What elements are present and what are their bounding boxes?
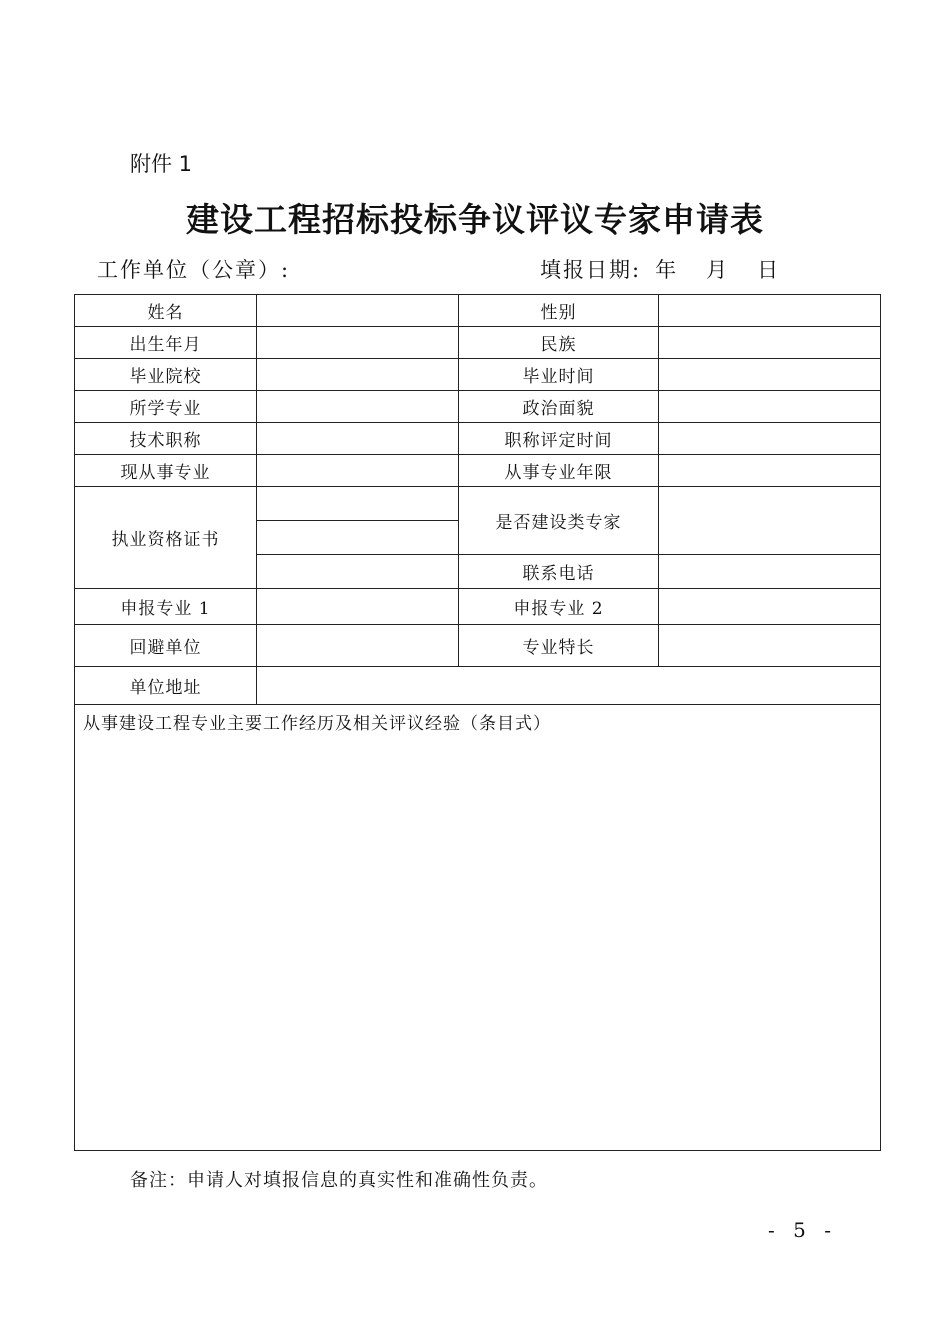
label-gender: 性别 — [459, 295, 659, 327]
label-apply-2: 申报专业 2 — [459, 589, 659, 625]
label-major: 所学专业 — [75, 391, 257, 423]
politics-field[interactable] — [659, 391, 881, 423]
label-ethnicity: 民族 — [459, 327, 659, 359]
fill-date-line — [540, 254, 780, 284]
label-address: 单位地址 — [75, 667, 257, 705]
current-major-field[interactable] — [257, 455, 459, 487]
label-is-expert: 是否建设类专家 — [459, 487, 659, 555]
label-title-time: 职称评定时间 — [459, 423, 659, 455]
day-label: 日 — [757, 258, 781, 282]
gender-field[interactable] — [659, 295, 881, 327]
apply-1-field[interactable] — [257, 589, 459, 625]
address-field[interactable] — [257, 667, 881, 705]
grad-time-field[interactable] — [659, 359, 881, 391]
major-field[interactable] — [257, 391, 459, 423]
ethnicity-field[interactable] — [659, 327, 881, 359]
name-field[interactable] — [257, 295, 459, 327]
label-politics: 政治面貌 — [459, 391, 659, 423]
title-field[interactable] — [257, 423, 459, 455]
birth-field[interactable] — [257, 327, 459, 359]
label-years: 从事专业年限 — [459, 455, 659, 487]
form-title: 建设工程招标投标争议评议专家申请表 — [186, 200, 764, 239]
work-unit-label: 工作单位（公章）: — [97, 258, 291, 282]
year-label: 年 — [655, 258, 679, 282]
school-field[interactable] — [257, 359, 459, 391]
label-specialty: 专业特长 — [459, 625, 659, 667]
label-current-major: 现从事专业 — [75, 455, 257, 487]
certificate-field-1[interactable] — [257, 487, 459, 521]
label-name: 姓名 — [75, 295, 257, 327]
label-birth: 出生年月 — [75, 327, 257, 359]
page-number: - 5 - — [768, 1218, 837, 1242]
label-title: 技术职称 — [75, 423, 257, 455]
application-form-table — [74, 294, 881, 1151]
apply-2-field[interactable] — [659, 589, 881, 625]
attachment-label: 附件 1 — [130, 152, 193, 176]
title-time-field[interactable] — [659, 423, 881, 455]
is-expert-field[interactable] — [659, 487, 881, 555]
label-grad-time: 毕业时间 — [459, 359, 659, 391]
label-experience: 从事建设工程专业主要工作经历及相关评议经验（条目式） — [83, 714, 551, 734]
years-field[interactable] — [659, 455, 881, 487]
specialty-field[interactable] — [659, 625, 881, 667]
month-label: 月 — [706, 258, 730, 282]
label-avoid: 回避单位 — [75, 625, 257, 667]
footnote: 备注：申请人对填报信息的真实性和准确性负责。 — [130, 1170, 548, 1191]
certificate-field-3[interactable] — [257, 555, 459, 589]
phone-field[interactable] — [659, 555, 881, 589]
fill-date-label: 填报日期: — [540, 258, 642, 282]
label-school: 毕业院校 — [75, 359, 257, 391]
label-certificate: 执业资格证书 — [75, 487, 257, 589]
label-apply-1: 申报专业 1 — [75, 589, 257, 625]
experience-area[interactable] — [75, 705, 881, 1151]
avoid-field[interactable] — [257, 625, 459, 667]
certificate-field-2[interactable] — [257, 521, 459, 555]
label-phone: 联系电话 — [459, 555, 659, 589]
